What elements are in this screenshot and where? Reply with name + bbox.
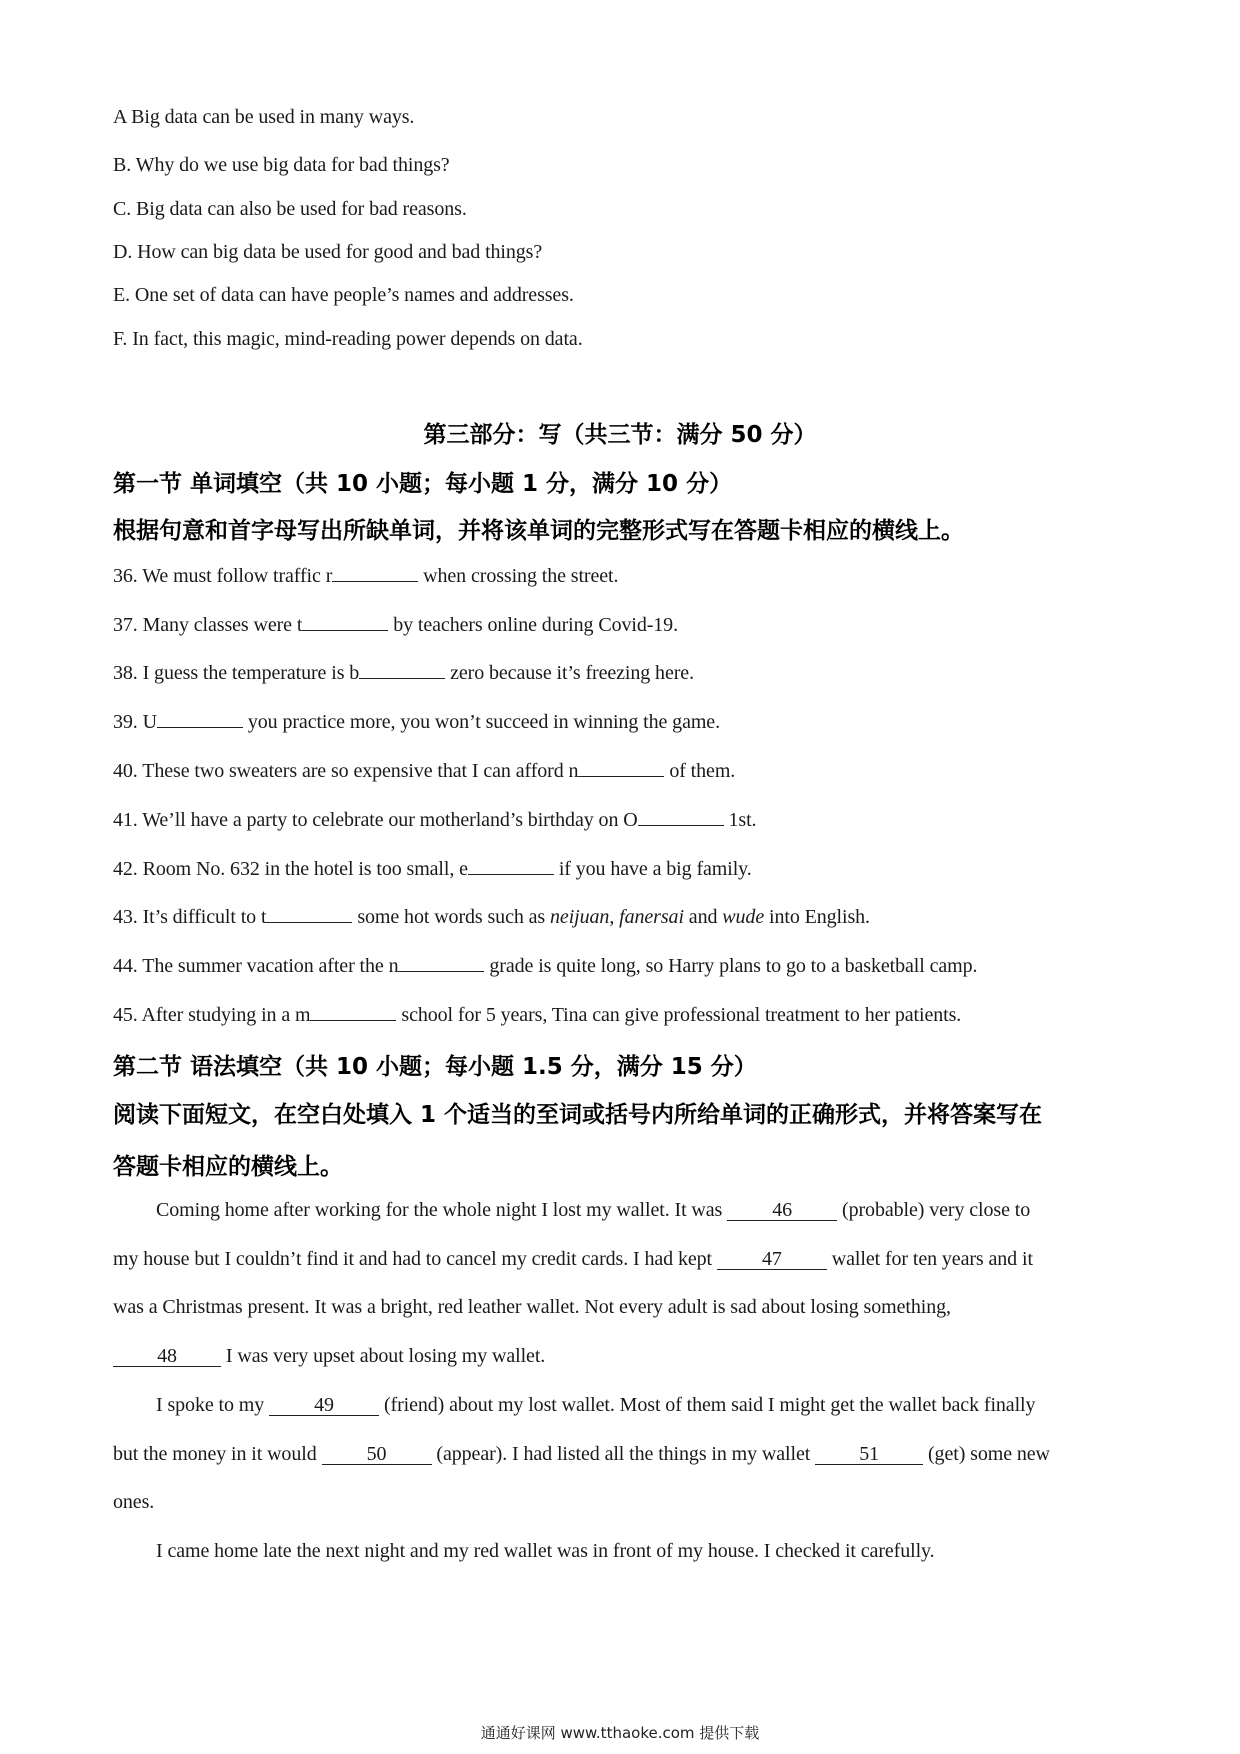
question-36: 36. We must follow traffic r when crossing the street.: [113, 565, 619, 587]
option-f: F. In fact, this magic, mind-reading power depends on data.: [113, 328, 583, 350]
answer-blank[interactable]: [638, 807, 724, 826]
passage-line: I spoke to my 49 (friend) about my lost wallet. Most of them said I might get the wallet back finally: [156, 1394, 1036, 1416]
option-b: B. Why do we use big data for bad things?: [113, 154, 450, 176]
gap-46[interactable]: 46: [727, 1200, 837, 1221]
question-42: 42. Room No. 632 in the hotel is too small, e if you have a big family.: [113, 858, 752, 880]
passage-line: my house but I couldn’t find it and had to cancel my credit cards. I had kept 47 wallet for ten years and it: [113, 1248, 1033, 1270]
question-37: 37. Many classes were t by teachers online during Covid-19.: [113, 614, 678, 636]
question-43: 43. It’s difficult to t some hot words such as neijuan, fanersai and wude into English.: [113, 906, 870, 928]
option-a: A Big data can be used in many ways.: [113, 106, 415, 128]
gap-50[interactable]: 50: [322, 1444, 432, 1465]
gap-51[interactable]: 51: [815, 1444, 923, 1465]
passage-line: but the money in it would 50 (appear). I had listed all the things in my wallet 51 (get) some new: [113, 1443, 1050, 1465]
question-41: 41. We’ll have a party to celebrate our motherland’s birthday on O 1st.: [113, 809, 757, 831]
answer-blank[interactable]: [157, 709, 243, 728]
hot-word: wude: [722, 906, 765, 928]
passage-line: 48 I was very upset about losing my wallet.: [113, 1345, 545, 1368]
answer-blank[interactable]: [302, 612, 388, 631]
passage-line: ones.: [113, 1491, 155, 1513]
answer-blank[interactable]: [359, 660, 445, 679]
section1-title: 第一节 单词填空（共 10 小题；每小题 1 分，满分 10 分）: [113, 471, 733, 497]
question-39: 39. U you practice more, you won’t succeed in winning the game.: [113, 711, 720, 733]
answer-blank[interactable]: [468, 856, 554, 875]
answer-blank[interactable]: [398, 953, 484, 972]
answer-blank[interactable]: [266, 904, 352, 923]
question-45: 45. After studying in a m school for 5 years, Tina can give professional treatment to her patients.: [113, 1004, 962, 1026]
part3-title: 第三部分：写（共三节：满分 50 分）: [423, 422, 817, 448]
footer-watermark: 通通好课网 www.tthaoke.com 提供下载: [480, 1724, 760, 1742]
gap-48[interactable]: 48: [113, 1346, 221, 1367]
option-e: E. One set of data can have people’s names and addresses.: [113, 284, 574, 306]
hot-word: fanersai: [619, 906, 684, 928]
option-c: C. Big data can also be used for bad reasons.: [113, 198, 467, 220]
passage-line: was a Christmas present. It was a bright, red leather wallet. Not every adult is sad about losing something,: [113, 1296, 951, 1318]
section1-instruction: 根据句意和首字母写出所缺单词，并将该单词的完整形式写在答题卡相应的横线上。: [113, 518, 964, 544]
section2-instruction-line2: 答题卡相应的横线上。: [113, 1154, 343, 1180]
answer-blank[interactable]: [310, 1002, 396, 1021]
question-40: 40. These two sweaters are so expensive that I can afford n of them.: [113, 760, 736, 782]
question-44: 44. The summer vacation after the n grade is quite long, so Harry plans to go to a basketball camp.: [113, 955, 978, 977]
hot-word: neijuan: [550, 906, 610, 928]
section2-instruction-line1: 阅读下面短文，在空白处填入 1 个适当的至词或括号内所给单词的正确形式，并将答案写在: [113, 1102, 1043, 1128]
gap-49[interactable]: 49: [269, 1395, 379, 1416]
question-38: 38. I guess the temperature is b zero because it’s freezing here.: [113, 662, 694, 684]
answer-blank[interactable]: [578, 758, 664, 777]
passage-line: Coming home after working for the whole night I lost my wallet. It was 46 (probable) very close to: [156, 1199, 1031, 1221]
answer-blank[interactable]: [332, 563, 418, 582]
section2-title: 第二节 语法填空（共 10 小题；每小题 1.5 分，满分 15 分）: [113, 1054, 757, 1080]
gap-47[interactable]: 47: [717, 1249, 827, 1270]
passage-line: I came home late the next night and my red wallet was in front of my house. I checked it carefully.: [156, 1540, 935, 1562]
option-d: D. How can big data be used for good and bad things?: [113, 241, 543, 263]
